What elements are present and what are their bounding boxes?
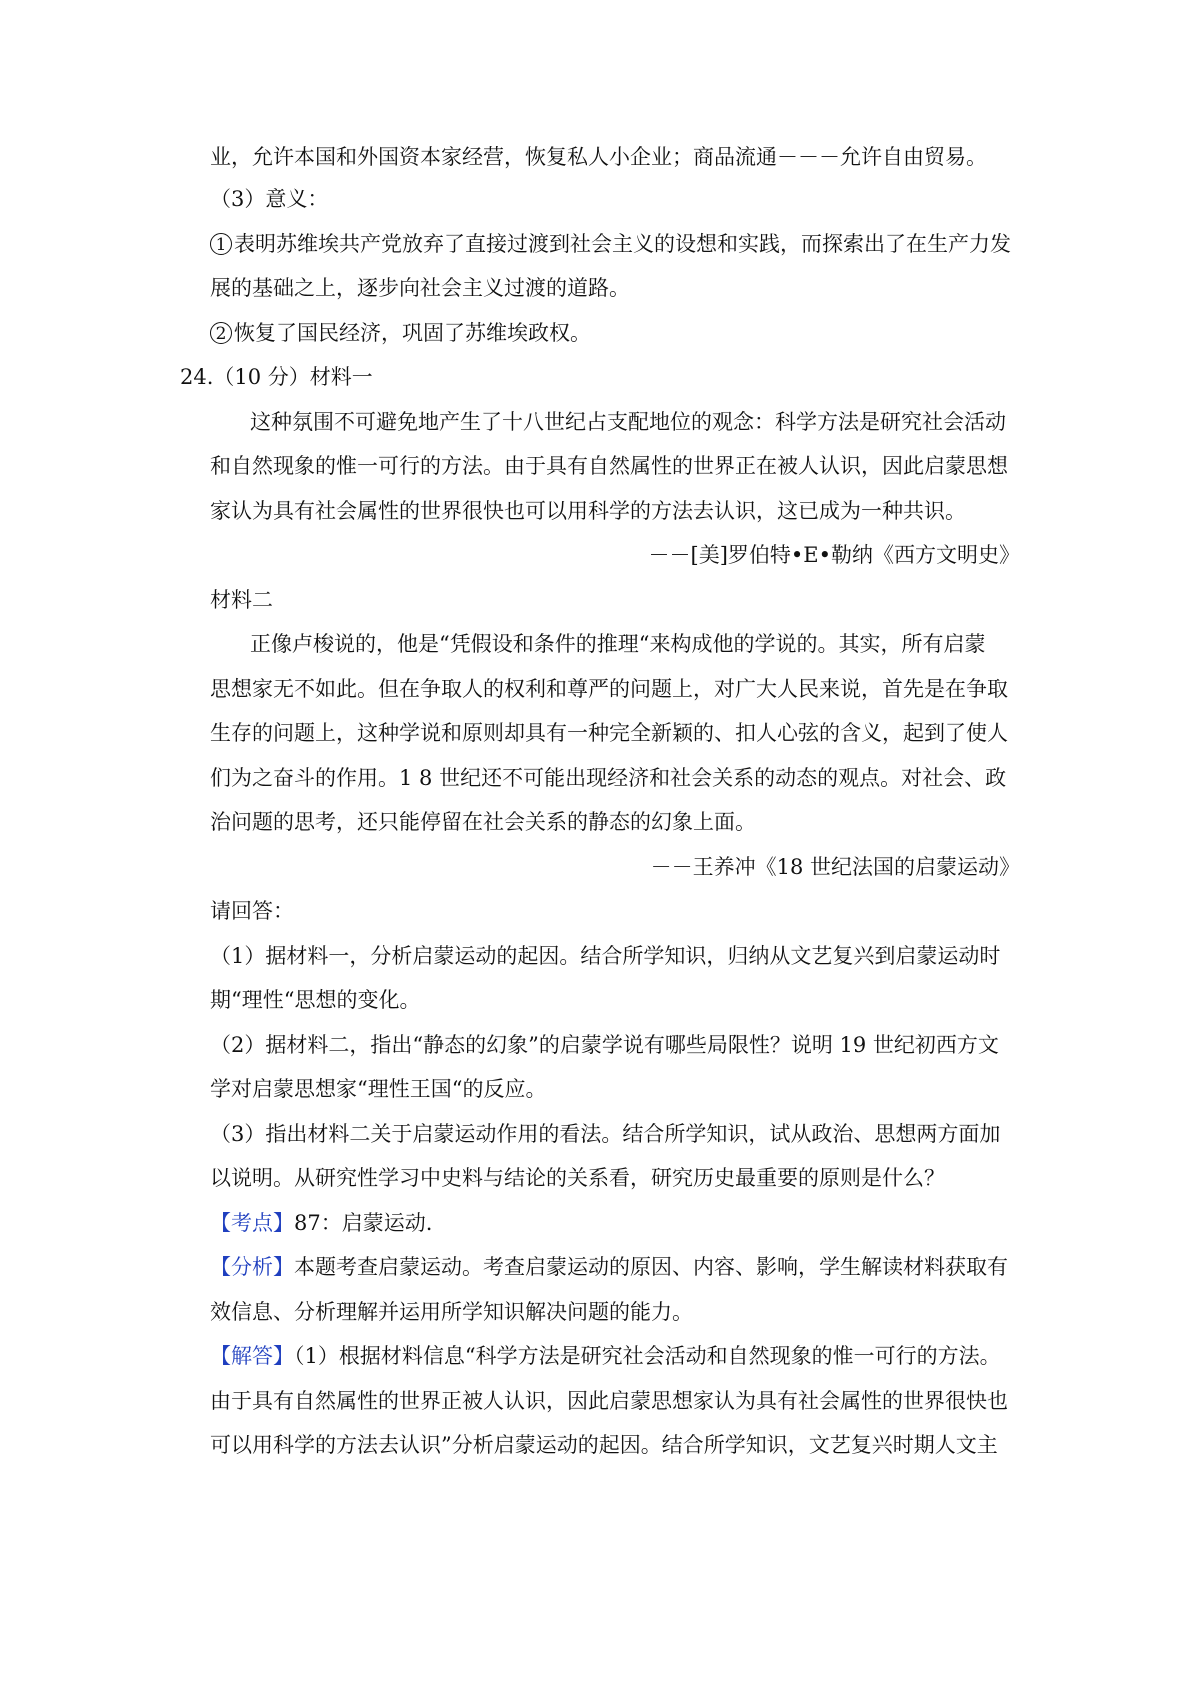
circled-number: 2: [210, 322, 232, 344]
jieda-tag: 【解答】: [210, 1344, 294, 1368]
circled-number: 1: [210, 233, 232, 255]
text-line: 可以用科学的方法去认识”分析启蒙运动的起因。结合所学知识，文艺复兴时期人文主: [210, 1433, 998, 1457]
text-line: 这种氛围不可避免地产生了十八世纪占支配地位的观念：科学方法是研究社会活动: [250, 410, 1006, 434]
text-line: （2）据材料二，指出“静态的幻象”的启蒙学说有哪些局限性？说明 19 世纪初西方文: [210, 1033, 999, 1057]
fenxi-tag: 【分析】: [210, 1255, 294, 1279]
text-line: （3）意义：: [210, 187, 329, 211]
text-line: 思想家无不如此。但在争取人的权利和尊严的问题上，对广大人民来说，首先是在争取: [210, 677, 1008, 701]
question-heading: 24.（10 分）材料一: [180, 365, 373, 389]
text-line: 效信息、分析理解并运用所学知识解决问题的能力。: [210, 1300, 693, 1324]
text-line: 由于具有自然属性的世界正被人认识，因此启蒙思想家认为具有社会属性的世界很快也: [210, 1389, 1008, 1413]
text-line: 和自然现象的惟一可行的方法。由于具有自然属性的世界正在被人认识，因此启蒙思想: [210, 454, 1008, 478]
source-citation: －－[美]罗伯特•E•勒纳《西方文明史》: [648, 543, 1020, 567]
text-line: 2 恢复了国民经济，巩固了苏维埃政权。: [210, 318, 591, 348]
kaodian-tag: 【考点】: [210, 1211, 294, 1235]
text-line: 们为之奋斗的作用。1 8 世纪还不可能出现经济和社会关系的动态的观点。对社会、政: [210, 766, 1007, 790]
text-line: 【分析】本题考查启蒙运动。考查启蒙运动的原因、内容、影响，学生解读材料获取有: [210, 1255, 1008, 1279]
text-line: 展的基础之上，逐步向社会主义过渡的道路。: [210, 276, 630, 300]
text-line: 正像卢梭说的，他是“凭假设和条件的推理“来构成他的学说的。其实，所有启蒙: [250, 632, 986, 656]
text-line: 治问题的思考，还只能停留在社会关系的静态的幻象上面。: [210, 810, 756, 834]
text-line: 【解答】（1）根据材料信息“科学方法是研究社会活动和自然现象的惟一可行的方法。: [210, 1344, 1001, 1368]
text-line: 【考点】87：启蒙运动.: [210, 1211, 433, 1235]
source-citation: －－王养冲《18 世纪法国的启蒙运动》: [650, 855, 1020, 879]
text-line: 期“理性“思想的变化。: [210, 988, 421, 1012]
text-line: 家认为具有社会属性的世界很快也可以用科学的方法去认识，这已成为一种共识。: [210, 499, 966, 523]
text-line: 生存的问题上，这种学说和原则却具有一种完全新颖的、扣人心弦的含义，起到了使人: [210, 721, 1008, 745]
text-line: 1 表明苏维埃共产党放弃了直接过渡到社会主义的设想和实践，而探索出了在生产力发: [210, 229, 1011, 259]
text-line: 以说明。从研究性学习中史料与结论的关系看，研究历史最重要的原则是什么？: [210, 1166, 945, 1190]
text-line: （1）据材料一，分析启蒙运动的起因。结合所学知识，归纳从文艺复兴到启蒙运动时: [210, 944, 1001, 968]
material-heading: 材料二: [210, 588, 273, 612]
text-line: 请回答：: [210, 899, 294, 923]
text-line: 学对启蒙思想家“理性王国“的反应。: [210, 1077, 547, 1101]
text-line: 业，允许本国和外国资本家经营，恢复私人小企业；商品流通－－－允许自由贸易。: [210, 145, 987, 169]
text-line: （3）指出材料二关于启蒙运动作用的看法。结合所学知识，试从政治、思想两方面加: [210, 1122, 1001, 1146]
